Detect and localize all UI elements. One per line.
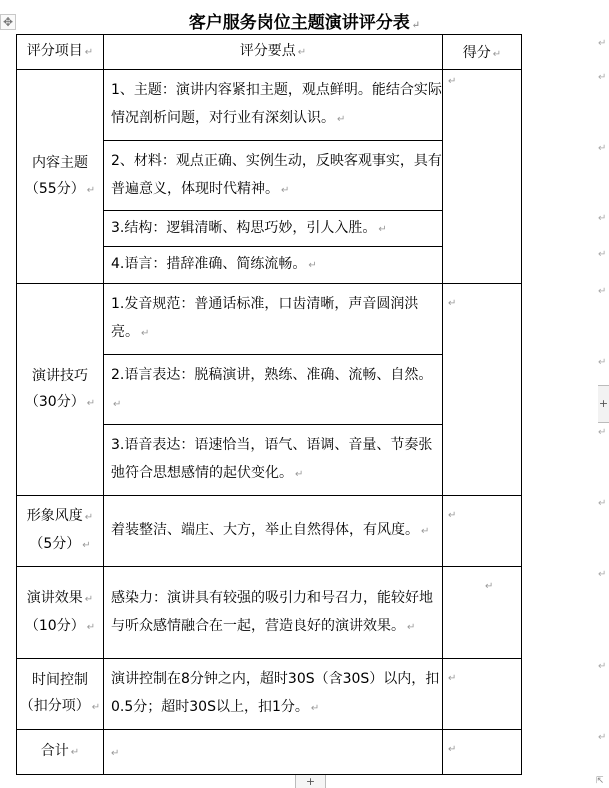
paragraph-mark-icon: ↵ [84, 512, 94, 523]
category-label: 演讲技巧 [32, 367, 88, 384]
paragraph-mark-icon: ↵ [84, 593, 94, 605]
total-score-cell[interactable] [443, 730, 522, 775]
paragraph-mark-icon: ↵ [308, 260, 317, 271]
paragraph-mark-icon: ↵ [448, 76, 457, 87]
paragraph-mark-icon: ↵ [421, 526, 430, 537]
category-cell[interactable] [17, 567, 104, 659]
paragraph-mark-icon: ↵ [113, 398, 122, 410]
document-title: 客户服务岗位主题演讲评分表 ↵ [188, 13, 421, 33]
criteria-cell[interactable]: 演讲控制在8分钟之内，超时30S（含30S）以内，扣0.5分；超时30S以上，扣1分。 ↵ [104, 659, 443, 730]
category-points: （30分） [24, 393, 85, 410]
total-row [17, 730, 522, 775]
table-row [17, 659, 522, 730]
category-cell[interactable] [17, 659, 104, 730]
category-points: （55分） [24, 180, 85, 197]
paragraph-mark-icon: ↵ [448, 744, 457, 755]
score-cell[interactable] [443, 284, 522, 496]
paragraph-mark-icon: ↵ [411, 20, 421, 31]
row-end-mark-icon: ↵ [598, 38, 607, 49]
paragraph-mark-icon: ↵ [84, 47, 94, 58]
score-cell[interactable] [443, 70, 522, 284]
paragraph-mark-icon: ↵ [378, 223, 387, 235]
paragraph-mark-icon: ↵ [485, 581, 494, 592]
category-cell[interactable] [17, 70, 104, 284]
paragraph-mark-icon: ↵ [281, 184, 290, 196]
paragraph-mark-icon: ↵ [310, 703, 320, 714]
paragraph-mark-icon: ↵ [297, 47, 307, 58]
category-cell[interactable] [17, 496, 104, 567]
criteria-cell[interactable]: 1、主题：演讲内容紧扣主题，观点鲜明。能结合实际情况剖析问题，对行业有深刻认识。 ↵ [104, 70, 443, 141]
category-points: （10分） [24, 617, 85, 634]
row-end-mark-icon: ↵ [598, 569, 607, 580]
table-row [17, 284, 522, 355]
row-end-mark-icon: ↵ [598, 498, 607, 509]
paragraph-mark-icon: ↵ [86, 397, 96, 409]
category-label: 形象风度 [26, 508, 83, 524]
paragraph-mark-icon: ↵ [407, 621, 416, 633]
table-resize-handle-icon[interactable]: ⇱ [596, 776, 604, 786]
table-row [17, 496, 522, 567]
paragraph-mark-icon: ↵ [337, 114, 346, 125]
row-end-mark-icon: ↵ [598, 72, 607, 83]
score-cell[interactable] [443, 659, 522, 730]
header-category: 评分项目 ↵ [17, 35, 104, 70]
row-end-mark-icon: ↵ [598, 249, 607, 260]
category-label: 演讲效果 [26, 589, 83, 606]
criteria-cell[interactable]: 4.语言：措辞准确、简练流畅。 ↵ [104, 247, 443, 284]
category-label: 时间控制 [32, 672, 88, 688]
row-end-mark-icon: ↵ [598, 732, 607, 743]
scoring-table [16, 34, 522, 775]
row-end-mark-icon: ↵ [598, 357, 607, 368]
paragraph-mark-icon: ↵ [86, 184, 96, 196]
paragraph-mark-icon: ↵ [86, 621, 96, 633]
add-row-button[interactable]: + [295, 775, 326, 788]
paragraph-mark-icon: ↵ [295, 469, 304, 480]
table-row [17, 70, 522, 141]
criteria-cell[interactable]: 着装整洁、端庄、大方，举止自然得体，有风度。 ↵ [104, 496, 443, 567]
row-end-mark-icon: ↵ [598, 143, 607, 154]
table-move-handle-icon[interactable]: ✥ [0, 14, 16, 30]
criteria-cell[interactable]: 2.语言表达：脱稿演讲，熟练、准确、流畅、自然。↵ [104, 355, 443, 425]
row-end-mark-icon: ↵ [598, 661, 607, 672]
paragraph-mark-icon: ↵ [111, 748, 120, 759]
category-cell[interactable] [17, 284, 104, 496]
category-points: （5分） [29, 536, 81, 552]
total-criteria-cell[interactable] [104, 730, 443, 775]
table-row [17, 567, 522, 659]
row-end-mark-icon: ↵ [598, 427, 607, 438]
paragraph-mark-icon: ↵ [141, 328, 150, 339]
paragraph-mark-icon: ↵ [448, 298, 457, 309]
paragraph-mark-icon: ↵ [82, 540, 91, 551]
paragraph-mark-icon: ↵ [448, 510, 457, 521]
table-header-row [17, 35, 522, 70]
score-cell[interactable] [443, 567, 522, 659]
total-label-cell: 合计 ↵ [17, 730, 104, 775]
row-end-mark-icon: ↵ [598, 213, 607, 224]
criteria-cell[interactable]: 3.结构：逻辑清晰、构思巧妙，引人入胜。 ↵ [104, 211, 443, 247]
criteria-cell[interactable]: 1.发音规范：普通话标准，口齿清晰，声音圆润洪亮。 ↵ [104, 284, 443, 355]
criteria-cell[interactable]: 3.语音表达：语速恰当，语气、语调、音量、节奏张弛符合思想感情的起伏变化。 ↵ [104, 425, 443, 496]
criteria-cell[interactable]: 2、材料：观点正确、实例生动，反映客观事实，具有普遍意义，体现时代精神。 ↵ [104, 141, 443, 211]
criteria-cell[interactable]: 感染力：演讲具有较强的吸引力和号召力，能较好地与听众感情融合在一起，营造良好的演讲效果。 ↵ [104, 567, 443, 659]
add-column-button[interactable]: + [598, 385, 609, 423]
row-end-mark-icon: ↵ [598, 286, 607, 297]
header-criteria: 评分要点 ↵ [104, 35, 443, 70]
score-cell[interactable] [443, 496, 522, 567]
paragraph-mark-icon: ↵ [448, 673, 457, 684]
paragraph-mark-icon: ↵ [70, 747, 80, 758]
header-score: 得分 ↵ [443, 35, 522, 70]
paragraph-mark-icon: ↵ [492, 49, 502, 60]
category-points: （扣分项） [19, 698, 90, 714]
paragraph-mark-icon: ↵ [91, 702, 101, 713]
category-label: 内容主题 [32, 154, 88, 171]
